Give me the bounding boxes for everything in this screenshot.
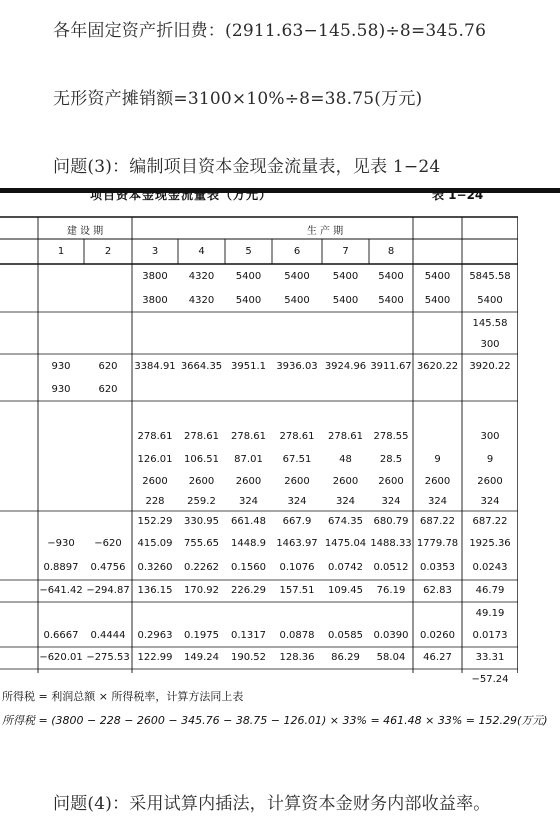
table-cell: 126.01 xyxy=(137,454,173,465)
table-cell: 46.79 xyxy=(475,585,505,596)
table-cell: 5845.58 xyxy=(469,270,511,282)
table-cell: 3664.35 xyxy=(180,360,223,372)
table-cell: 58.04 xyxy=(376,652,406,663)
table-cell: 5400 xyxy=(284,294,310,306)
year-header: 5 xyxy=(245,246,252,257)
table-cell: 3911.67 xyxy=(370,360,412,372)
table-cell: 4320 xyxy=(188,270,215,282)
table-cell: 5400 xyxy=(378,294,404,306)
table-cell: 0.0243 xyxy=(472,562,508,573)
table-cell: 930 xyxy=(51,384,71,395)
question4-text: 问题(4)：采用试算内插法，计算资本金财务内部收益率。 xyxy=(53,794,491,814)
table-cell: 190.52 xyxy=(231,652,266,663)
year-header: 2 xyxy=(104,246,112,257)
table-cell: 667.9 xyxy=(282,515,312,527)
table-cell: 330.95 xyxy=(184,515,219,527)
table-cell: 76.19 xyxy=(376,585,406,596)
table-cell: 755.65 xyxy=(184,538,219,549)
table-cell: 145.58 xyxy=(472,318,508,329)
table-cell: 3920.22 xyxy=(469,360,511,372)
table-cell: 0.0390 xyxy=(373,630,409,641)
table-cell: 136.15 xyxy=(137,585,173,596)
table-ref: 表 1−24 xyxy=(432,188,484,202)
table-cell: 278.61 xyxy=(328,431,363,442)
year-header: 8 xyxy=(387,246,395,257)
table-cell: 661.48 xyxy=(231,515,266,527)
table-cell: 170.92 xyxy=(184,585,219,596)
table-cell: 278.61 xyxy=(231,431,266,442)
table-cell: 278.61 xyxy=(137,431,173,442)
production-period-header: 生 产 期 xyxy=(306,226,344,237)
table-cell: 0.0353 xyxy=(420,562,455,573)
table-cell: 1463.97 xyxy=(276,538,318,549)
table-cell: 3384.91 xyxy=(134,360,176,372)
table-cell: 2600 xyxy=(332,475,359,487)
table-cell: 3924.96 xyxy=(324,360,367,372)
table-cell: 226.29 xyxy=(231,585,266,596)
table-cell: 128.36 xyxy=(279,652,315,663)
table-cell: 0.0742 xyxy=(328,562,363,573)
table-cell: −620 xyxy=(94,538,122,549)
table-cell: 324 xyxy=(427,495,448,507)
table-cell: −294.87 xyxy=(86,585,130,596)
table-cell: 86.29 xyxy=(331,652,360,663)
table-cell: 4320 xyxy=(188,294,215,306)
table-cell: −275.53 xyxy=(86,652,130,663)
table-cell: 3951.1 xyxy=(231,360,266,372)
table-cell: 62.83 xyxy=(423,585,452,596)
table-cell: 5400 xyxy=(284,270,310,282)
table-cell: 0.0878 xyxy=(279,630,315,641)
table-cell: 415.09 xyxy=(137,538,173,549)
table-cell: 687.22 xyxy=(472,515,508,527)
table-cell: 2600 xyxy=(378,475,404,487)
table-cell: −641.42 xyxy=(39,585,83,596)
table-cell: −930 xyxy=(47,538,75,549)
question3-text: 问题(3)：编制项目资本金现金流量表，见表 1−24 xyxy=(53,157,441,177)
table-cell: 620 xyxy=(98,384,118,395)
table-cell: 5400 xyxy=(235,294,262,306)
table-cell: 0.6667 xyxy=(43,630,79,641)
table-cell: 122.99 xyxy=(137,652,173,663)
table-cell: 152.29 xyxy=(137,515,173,527)
table-cell: 674.35 xyxy=(328,515,363,527)
year-header: 4 xyxy=(198,246,205,257)
table-cell: 228 xyxy=(145,495,165,507)
table-cell: 278.61 xyxy=(279,431,315,442)
table-cell: 3620.22 xyxy=(416,360,459,372)
table-cell: 300 xyxy=(480,431,500,442)
table-cell: 67.51 xyxy=(282,454,312,465)
table-note: 所得税 = 利润总额 × 所得税率，计算方法同上表 xyxy=(2,690,244,703)
table-cell: 324 xyxy=(335,495,356,507)
table-cell: 157.51 xyxy=(279,585,315,596)
table-cell: 0.1076 xyxy=(279,562,315,573)
amortization-text: 无形资产摊销额=3100×10%÷8=38.75(万元) xyxy=(53,89,423,109)
table-cell: 1779.78 xyxy=(416,538,459,549)
table-cell: 0.8897 xyxy=(43,562,79,573)
table-cell: 2600 xyxy=(188,475,215,487)
tax-calculation-note: 所得税 = (3800 − 228 − 2600 − 345.76 − 38.75 − 126.01) × 33% = 461.48 × 33% = 152.29(万元) xyxy=(2,714,548,727)
table-cell: 5400 xyxy=(424,294,451,306)
table-cell: 324 xyxy=(480,495,500,507)
table-cell: −620.01 xyxy=(39,652,83,663)
table-cell: 2600 xyxy=(424,475,451,487)
year-header: 1 xyxy=(57,246,65,257)
table-cell: 1448.9 xyxy=(231,538,266,549)
table-cell: 5400 xyxy=(332,270,359,282)
table-cell: 0.1560 xyxy=(231,562,266,573)
depreciation-text: 各年固定资产折旧费：(2911.63−145.58)÷8=345.76 xyxy=(53,21,487,41)
construction-period-header: 建 设 期 xyxy=(66,226,104,237)
table-cell: 2600 xyxy=(477,475,503,487)
table-cell: 0.1317 xyxy=(231,630,266,641)
table-cell: 3936.03 xyxy=(276,360,318,372)
table-cell: 2600 xyxy=(284,475,310,487)
table-cell: 3800 xyxy=(142,270,168,282)
table-cell: 0.4444 xyxy=(90,630,126,641)
table-cell: 0.0512 xyxy=(373,562,409,573)
table-cell: 324 xyxy=(381,495,401,507)
table-cell: 0.0173 xyxy=(472,630,508,641)
table-cell: 46.27 xyxy=(423,652,452,663)
table-cell: 278.61 xyxy=(184,431,219,442)
table-cell: 0.2963 xyxy=(137,630,173,641)
table-cell: 49.19 xyxy=(475,607,505,619)
table-cell: 9 xyxy=(486,454,494,465)
table-cell: 149.24 xyxy=(184,652,219,663)
table-cell: 28.5 xyxy=(379,454,403,465)
table-cell: 5400 xyxy=(332,294,359,306)
table-cell: 620 xyxy=(98,360,118,372)
table-cell: 9 xyxy=(434,454,441,465)
table-cell: 0.0585 xyxy=(328,630,363,641)
table-cell: 5400 xyxy=(235,270,262,282)
table-cell: 87.01 xyxy=(234,454,263,465)
table-cell: 0.0260 xyxy=(420,630,455,641)
table-cell: 0.4756 xyxy=(90,562,126,573)
year-header: 7 xyxy=(342,246,349,257)
table-cell: 300 xyxy=(480,339,500,350)
table-cell: 0.3260 xyxy=(137,562,173,573)
table-cell: 324 xyxy=(238,495,259,507)
table-cell: 48 xyxy=(339,454,352,465)
table-cell: 324 xyxy=(287,495,307,507)
table-cell: 680.79 xyxy=(373,515,409,527)
table-cell: 930 xyxy=(51,360,71,372)
table-cell: −57.24 xyxy=(471,674,509,685)
table-cell: 0.1975 xyxy=(184,630,219,641)
table-cell: 1475.04 xyxy=(324,538,367,549)
table-cell: 5400 xyxy=(378,270,404,282)
table-cell: 0.2262 xyxy=(184,562,219,573)
table-title: 项目资本金现金流量表（万元） xyxy=(90,188,273,202)
table-cell: 106.51 xyxy=(184,454,219,465)
table-cell: 3800 xyxy=(142,294,168,306)
table-cell: 2600 xyxy=(142,475,168,487)
table-cell: 5400 xyxy=(477,294,503,306)
year-header: 6 xyxy=(293,246,301,257)
table-cell: 259.2 xyxy=(187,495,216,507)
table-cell: 1488.33 xyxy=(370,538,412,549)
table-cell: 2600 xyxy=(235,475,262,487)
table-cell: 5400 xyxy=(424,270,451,282)
table-cell: 109.45 xyxy=(328,585,363,596)
table-cell: 1925.36 xyxy=(469,538,511,549)
table-cell: 278.55 xyxy=(373,431,409,442)
table-cell: 687.22 xyxy=(420,515,455,527)
table-cell: 33.31 xyxy=(475,652,505,663)
cash-flow-table xyxy=(0,209,518,685)
year-header: 3 xyxy=(151,246,159,257)
